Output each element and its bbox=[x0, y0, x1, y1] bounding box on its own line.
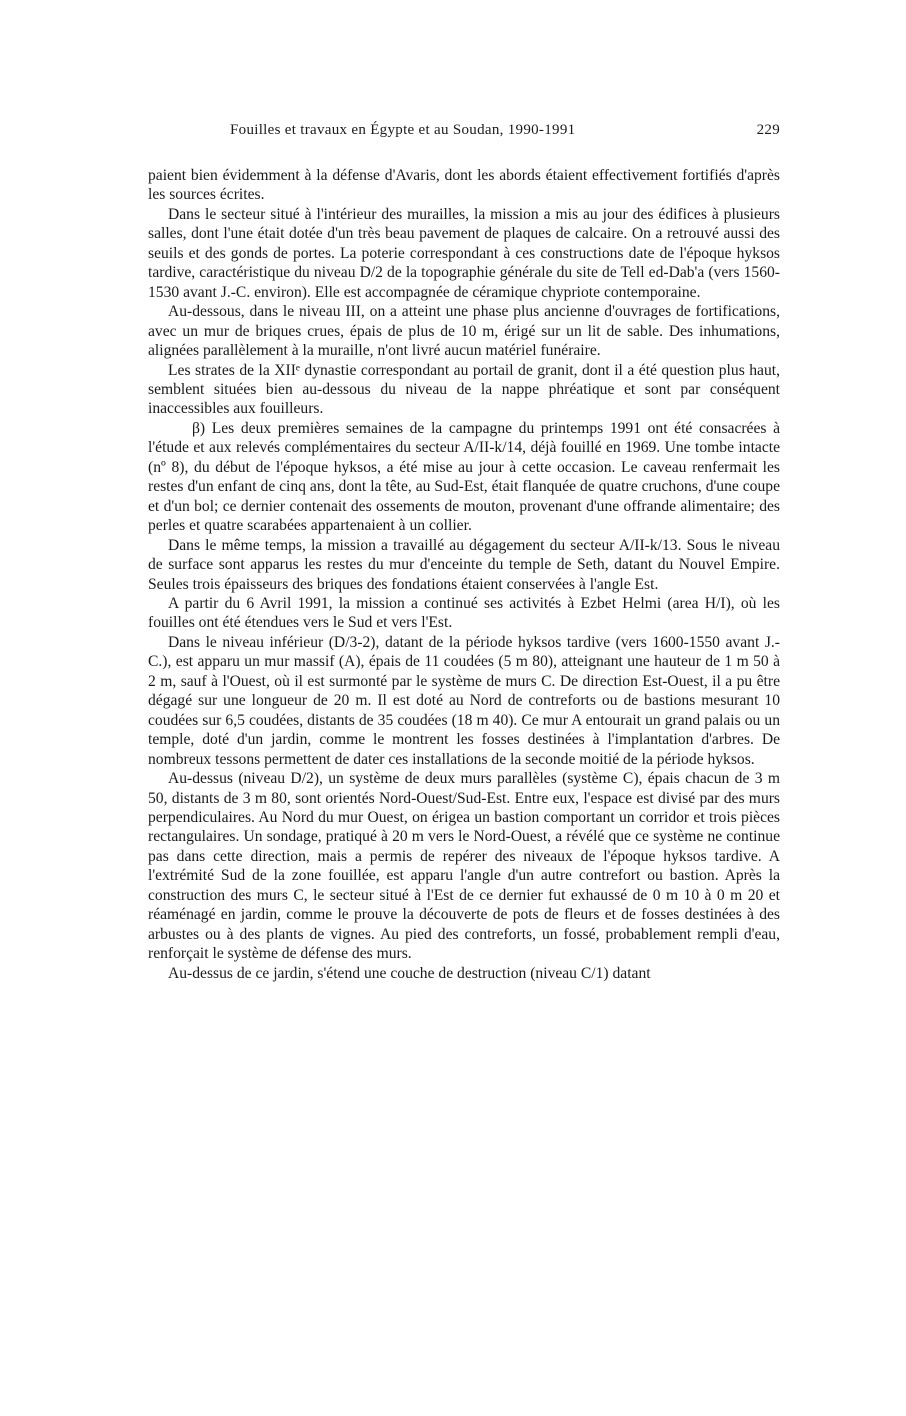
paragraph: β) Les deux premières semaines de la campagne du printemps 1991 ont été consacrées à l'étude et aux relevés complémentaires du secteur A/II-k/14, déjà fouillé en 1969. Une tombe intacte (nº 8), du début de l'époque hyksos, a été mise au jour à cette occasion. Le caveau renfermait les restes d'un enfant de cinq ans, dont la tête, au Sud-Est, était flanquée de quatre cruchons, d'une coupe et d'un bol; ce dernier contenait des ossements de mouton, provenant d'une offrande alimentaire; des perles et quatre scarabées appartenaient à un collier. bbox=[148, 419, 780, 535]
running-title: Fouilles et travaux en Égypte et au Soudan, 1990-1991 bbox=[230, 122, 576, 138]
running-header bbox=[148, 122, 780, 144]
paragraph: Dans le secteur situé à l'intérieur des murailles, la mission a mis au jour des édifices à plusieurs salles, dont l'une était dotée d'un très beau pavement de plaques de calcaire. On a retrouvé aussi des seuils et des gonds de portes. La poterie correspondant à ces constructions date de l'époque hyksos tardive, caractéristique du niveau D/2 de la topographie générale du site de Tell ed-Dab'a (vers 1560-1530 avant J.-C. environ). Elle est accompagnée de céramique chypriote contemporaine. bbox=[148, 205, 780, 301]
body-text bbox=[148, 166, 780, 983]
paragraph: Dans le niveau inférieur (D/3-2), datant de la période hyksos tardive (vers 1600-1550 avant J.-C.), est apparu un mur massif (A), épais de 11 coudées (5 m 80), atteignant une hauteur de 1 m 50 à 2 m, sauf à l'Ouest, où il est surmonté par le système de murs C. De direction Est-Ouest, il a pu être dégagé sur une longueur de 20 m. Il est doté au Nord de contreforts ou de bastions mesurant 10 coudées sur 6,5 coudées, distants de 35 coudées (18 m 40). Ce mur A entourait un grand palais ou un temple, doté d'un jardin, comme le montrent les fosses destinées à l'implantation d'arbres. De nombreux tessons permettent de dater ces installations de la seconde moitié de la période hyksos. bbox=[148, 633, 780, 768]
page-number: 229 bbox=[756, 122, 780, 138]
paragraph: Au-dessus (niveau D/2), un système de deux murs parallèles (système C), épais chacun de 3 m 50, distants de 3 m 80, sont orientés Nord-Ouest/Sud-Est. Entre eux, l'espace est divisé par des murs perpendiculaires. Au Nord du mur Ouest, on érigea un bastion comportant un corridor et trois pièces rectangulaires. Un sondage, pratiqué à 20 m vers le Nord-Ouest, a révélé que ce système ne continue pas dans cette direction, mais a permis de repérer des niveaux de l'époque hyksos tardive. A l'extrémité Sud de la zone fouillée, est apparu l'angle d'un autre contrefort ou bastion. Après la construction des murs C, le secteur situé à l'Est de ce dernier fut exhaussé de 0 m 10 à 0 m 20 et réaménagé en jardin, comme le prouve la découverte de pots de fleurs et de fosses destinées à des arbustes ou à des plants de vignes. Au pied des contreforts, un fossé, probablement rempli d'eau, renforçait le système de défense des murs. bbox=[148, 770, 780, 963]
paragraph: A partir du 6 Avril 1991, la mission a continué ses activités à Ezbet Helmi (area H/I), où les fouilles ont été étendues vers le Sud et vers l'Est. bbox=[148, 594, 780, 632]
paragraph: Dans le même temps, la mission a travaillé au dégagement du secteur A/II-k/13. Sous le niveau de surface sont apparus les restes du mur d'enceinte du temple de Seth, datant du Nouvel Empire. Seules trois épaisseurs des briques des fondations étaient conservées à l'angle Est. bbox=[148, 536, 780, 593]
paragraph: Au-dessus de ce jardin, s'étend une couche de destruction (niveau C/1) datant bbox=[168, 964, 651, 982]
paragraph: paient bien évidemment à la défense d'Avaris, dont les abords étaient effectivement fortifiés d'après les sources écrites. bbox=[148, 167, 780, 204]
paragraph: Au-dessous, dans le niveau III, on a atteint une phase plus ancienne d'ouvrages de fortifications, avec un mur de briques crues, épais de plus de 10 m, érigé sur un lit de sable. Des inhumations, alignées parallèlement à la muraille, n'ont livré aucun matériel funéraire. bbox=[148, 303, 780, 360]
paragraph: Les strates de la XIIᵉ dynastie correspondant au portail de granit, dont il a été question plus haut, semblent situées bien au-dessous du niveau de la nappe phréatique et sont par conséquent inaccessibles aux fouilleurs. bbox=[148, 361, 780, 418]
